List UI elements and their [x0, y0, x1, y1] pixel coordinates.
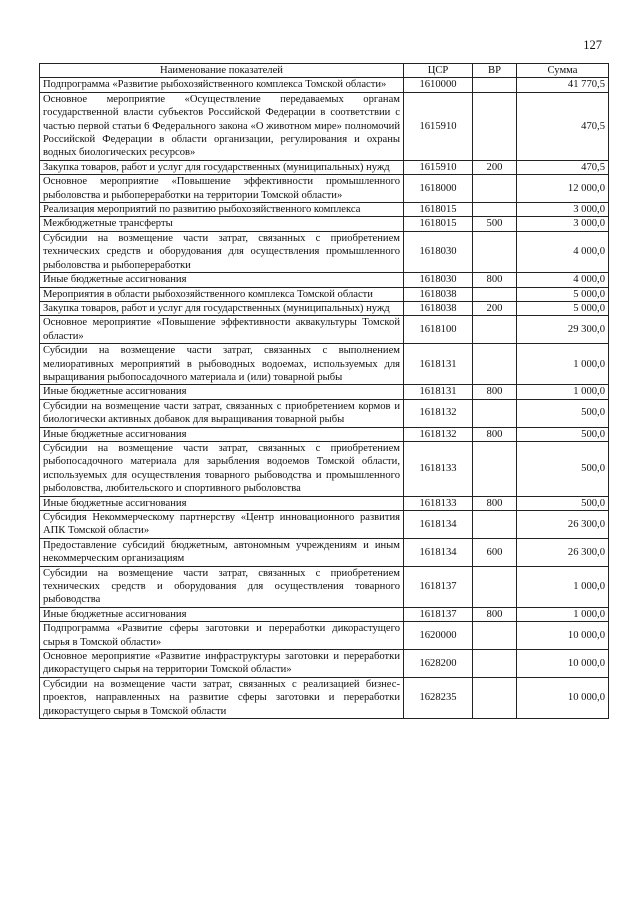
- indicator-name-cell: Субсидии на возмещение части затрат, связанных с выполнением мелиоративных мероприятий в рыбоводных водоемах, используемых для выращивания рыбопосадочного материала и (или) товарной рыбы: [40, 344, 404, 385]
- csr-code-cell: 1618132: [404, 399, 473, 427]
- table-row: [40, 496, 609, 510]
- table-row: [40, 203, 609, 217]
- amount-cell: 1 000,0: [517, 344, 609, 385]
- amount-cell: 3 000,0: [517, 217, 609, 231]
- csr-code-cell: 1618134: [404, 511, 473, 539]
- amount-cell: 10 000,0: [517, 677, 609, 718]
- csr-code-cell: 1618133: [404, 496, 473, 510]
- indicator-name-cell: Основное мероприятие «Повышение эффективности промышленного рыболовства и рыбопереработки на территории Томской области»: [40, 175, 404, 203]
- table-row: [40, 607, 609, 621]
- csr-code-cell: 1620000: [404, 622, 473, 650]
- csr-code-cell: 1618137: [404, 566, 473, 607]
- vr-code-cell: 800: [473, 607, 517, 621]
- vr-code-cell: 600: [473, 538, 517, 566]
- vr-code-cell: [473, 175, 517, 203]
- vr-code-cell: 200: [473, 301, 517, 315]
- vr-code-cell: 800: [473, 427, 517, 441]
- table-row: [40, 287, 609, 301]
- table-row: [40, 677, 609, 718]
- csr-code-cell: 1618133: [404, 441, 473, 496]
- amount-cell: 5 000,0: [517, 287, 609, 301]
- csr-code-cell: 1618015: [404, 203, 473, 217]
- csr-code-cell: 1618132: [404, 427, 473, 441]
- table-row: [40, 511, 609, 539]
- csr-code-cell: 1618030: [404, 231, 473, 272]
- amount-cell: 1 000,0: [517, 385, 609, 399]
- vr-code-cell: [473, 203, 517, 217]
- amount-cell: 500,0: [517, 399, 609, 427]
- amount-cell: 26 300,0: [517, 511, 609, 539]
- csr-code-cell: 1618131: [404, 385, 473, 399]
- csr-code-cell: 1615910: [404, 92, 473, 160]
- indicator-name-cell: Иные бюджетные ассигнования: [40, 496, 404, 510]
- vr-code-cell: [473, 566, 517, 607]
- vr-code-cell: [473, 344, 517, 385]
- page-number: 127: [583, 38, 602, 52]
- table-row: [40, 217, 609, 231]
- indicator-name-cell: Предоставление субсидий бюджетным, автономным учреждениям и иным некоммерческим организациям: [40, 538, 404, 566]
- table-row: [40, 344, 609, 385]
- table-row: [40, 175, 609, 203]
- vr-code-cell: [473, 78, 517, 92]
- indicator-name-cell: Закупка товаров, работ и услуг для государственных (муниципальных) нужд: [40, 160, 404, 174]
- table-row: [40, 385, 609, 399]
- csr-code-cell: 1618030: [404, 273, 473, 287]
- vr-code-cell: 800: [473, 496, 517, 510]
- indicator-name-cell: Основное мероприятие «Повышение эффективности аквакультуры Томской области»: [40, 316, 404, 344]
- csr-code-cell: 1628200: [404, 650, 473, 678]
- indicator-name-cell: Субсидии на возмещение части затрат, связанных с приобретением технических средств и оборудования для осуществления промышленного рыболовства и рыбопереработки: [40, 231, 404, 272]
- header-row: [40, 64, 609, 78]
- vr-code-cell: [473, 399, 517, 427]
- indicator-name-cell: Закупка товаров, работ и услуг для государственных (муниципальных) нужд: [40, 301, 404, 315]
- indicator-name-cell: Субсидии на возмещение части затрат, связанных с реализацией бизнес-проектов, направленных на развитие сферы заготовки и переработки дикорастущего сырья в Томской области: [40, 677, 404, 718]
- indicator-name-cell: Иные бюджетные ассигнования: [40, 607, 404, 621]
- indicator-name-cell: Субсидия Некоммерческому партнерству «Центр инновационного развития АПК Томской области»: [40, 511, 404, 539]
- indicator-name-cell: Иные бюджетные ассигнования: [40, 385, 404, 399]
- indicator-name-cell: Подпрограмма «Развитие рыбохозяйственного комплекса Томской области»: [40, 78, 404, 92]
- indicator-name-cell: Мероприятия в области рыбохозяйственного комплекса Томской области: [40, 287, 404, 301]
- csr-code-cell: 1618137: [404, 607, 473, 621]
- table-row: [40, 650, 609, 678]
- budget-table: [39, 63, 609, 719]
- vr-code-cell: [473, 92, 517, 160]
- csr-code-cell: 1610000: [404, 78, 473, 92]
- csr-code-cell: 1628235: [404, 677, 473, 718]
- amount-cell: 29 300,0: [517, 316, 609, 344]
- table-row: [40, 441, 609, 496]
- amount-cell: 10 000,0: [517, 650, 609, 678]
- vr-code-cell: [473, 316, 517, 344]
- csr-code-cell: 1618000: [404, 175, 473, 203]
- vr-code-cell: [473, 511, 517, 539]
- table-row: [40, 399, 609, 427]
- csr-code-cell: 1618131: [404, 344, 473, 385]
- indicator-name-cell: Субсидии на возмещение части затрат, связанных с приобретением рыбопосадочного материала для зарыбления водоемов Томской области, используемых для осуществления товарного рыбоводства и промышленного рыболовства, любительского и спортивного рыболовства: [40, 441, 404, 496]
- indicator-name-cell: Основное мероприятие «Развитие инфраструктуры заготовки и переработки дикорастущего сырья на территории Томской области»: [40, 650, 404, 678]
- header-indicator-name: Наименование показателей: [40, 64, 404, 78]
- indicator-name-cell: Иные бюджетные ассигнования: [40, 273, 404, 287]
- amount-cell: 1 000,0: [517, 607, 609, 621]
- indicator-name-cell: Подпрограмма «Развитие сферы заготовки и переработки дикорастущего сырья в Томской области»: [40, 622, 404, 650]
- indicator-name-cell: Основное мероприятие «Осуществление передаваемых органам государственной власти субъектов Российской Федерации в соответствии с частью первой статьи 6 Федерального закона «О животном мире» полномочий Российской Федерации в области организации, регулирования и охраны водных биологических ресурсов»: [40, 92, 404, 160]
- table-row: [40, 273, 609, 287]
- amount-cell: 1 000,0: [517, 566, 609, 607]
- header-sum: Сумма: [517, 64, 609, 78]
- vr-code-cell: [473, 677, 517, 718]
- amount-cell: 500,0: [517, 441, 609, 496]
- amount-cell: 500,0: [517, 496, 609, 510]
- vr-code-cell: 800: [473, 273, 517, 287]
- vr-code-cell: [473, 287, 517, 301]
- csr-code-cell: 1618015: [404, 217, 473, 231]
- table-body: [40, 78, 609, 719]
- csr-code-cell: 1615910: [404, 160, 473, 174]
- table-row: [40, 427, 609, 441]
- amount-cell: 500,0: [517, 427, 609, 441]
- indicator-name-cell: Иные бюджетные ассигнования: [40, 427, 404, 441]
- csr-code-cell: 1618100: [404, 316, 473, 344]
- vr-code-cell: [473, 650, 517, 678]
- csr-code-cell: 1618038: [404, 301, 473, 315]
- table-row: [40, 316, 609, 344]
- vr-code-cell: [473, 231, 517, 272]
- table-header: [40, 64, 609, 78]
- amount-cell: 5 000,0: [517, 301, 609, 315]
- indicator-name-cell: Межбюджетные трансферты: [40, 217, 404, 231]
- table-row: [40, 622, 609, 650]
- amount-cell: 4 000,0: [517, 231, 609, 272]
- amount-cell: 4 000,0: [517, 273, 609, 287]
- amount-cell: 26 300,0: [517, 538, 609, 566]
- amount-cell: 12 000,0: [517, 175, 609, 203]
- amount-cell: 41 770,5: [517, 78, 609, 92]
- table-row: [40, 160, 609, 174]
- table-row: [40, 538, 609, 566]
- table-row: [40, 231, 609, 272]
- table-row: [40, 301, 609, 315]
- indicator-name-cell: Реализация мероприятий по развитию рыбохозяйственного комплекса: [40, 203, 404, 217]
- amount-cell: 470,5: [517, 160, 609, 174]
- header-vr: ВР: [473, 64, 517, 78]
- table-row: [40, 92, 609, 160]
- vr-code-cell: 800: [473, 385, 517, 399]
- header-csr: ЦСР: [404, 64, 473, 78]
- csr-code-cell: 1618134: [404, 538, 473, 566]
- table-row: [40, 566, 609, 607]
- amount-cell: 470,5: [517, 92, 609, 160]
- indicator-name-cell: Субсидии на возмещение части затрат, связанных с приобретением технических средств и оборудования для осуществления товарного рыбоводства: [40, 566, 404, 607]
- indicator-name-cell: Субсидии на возмещение части затрат, связанных с приобретением кормов и биологически активных добавок для выращивания товарной рыбы: [40, 399, 404, 427]
- csr-code-cell: 1618038: [404, 287, 473, 301]
- vr-code-cell: [473, 441, 517, 496]
- vr-code-cell: 500: [473, 217, 517, 231]
- amount-cell: 10 000,0: [517, 622, 609, 650]
- vr-code-cell: 200: [473, 160, 517, 174]
- amount-cell: 3 000,0: [517, 203, 609, 217]
- table-row: [40, 78, 609, 92]
- vr-code-cell: [473, 622, 517, 650]
